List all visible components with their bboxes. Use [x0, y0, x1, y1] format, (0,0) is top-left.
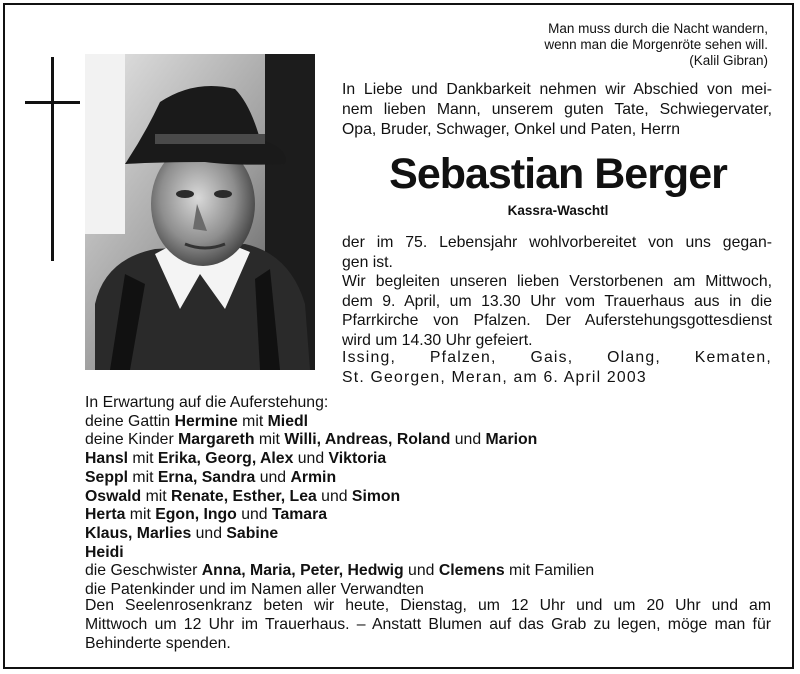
mourner-name: Armin: [290, 468, 337, 486]
mourner-name: Marion: [485, 431, 538, 449]
footer-line: Behinderte spenden.: [85, 635, 231, 652]
intro-line: Opa, Bruder, Schwager, Onkel und Paten, Herrn: [342, 121, 681, 138]
mourner-name: Oswald: [85, 487, 142, 505]
intro-paragraph: [342, 80, 772, 140]
mourner-name: Sabine: [226, 524, 279, 542]
quote-line: wenn man die Morgenröte sehen will.: [544, 37, 768, 52]
footer-line: Mittwoch um 12 Uhr im Trauerhaus. – Anstatt Blumen auf das Grab zu legen, möge man für: [85, 616, 771, 633]
mourner-row: [85, 562, 785, 581]
mourner-name: Anna, Maria, Peter, Hedwig: [201, 562, 404, 580]
mourner-text: und: [316, 487, 352, 505]
details-line: dem 9. April, um 13.30 Uhr vom Trauerhaus aus in die: [342, 292, 772, 310]
quote-line: Man muss durch die Nacht wandern,: [548, 21, 768, 36]
mourner-name: Simon: [351, 487, 401, 505]
mourner-name: Klaus, Marlies: [85, 524, 192, 542]
mourner-row: [85, 413, 785, 432]
details-line: der im 75. Lebensjahr wohlvorbereitet von uns gegan-: [342, 234, 772, 251]
details-line: Pfarrkirche von Pfalzen. Der Auferstehungsgottesdienst: [342, 312, 772, 329]
mourner-text: und: [255, 468, 291, 486]
mourner-name: Seppl: [85, 468, 129, 486]
mourner-row: die Patenkinder und im Namen aller Verwandten: [85, 581, 424, 599]
mourner-name: Herta: [85, 506, 126, 524]
places-line: St. Georgen, Meran, am 6. April 2003: [342, 368, 647, 386]
rosary-notice: [85, 596, 771, 653]
mourners-list: [85, 394, 785, 600]
intro-line: nem lieben Mann, unserem guten Tate, Schwiegervater,: [342, 101, 772, 118]
deceased-name: Sebastian Berger: [389, 150, 727, 198]
mourner-name: Renate, Esther, Lea: [171, 487, 317, 505]
mourner-name: Willi, Andreas, Roland: [284, 431, 451, 449]
cross-vertical-bar: [51, 57, 54, 261]
places-and-date: [342, 348, 772, 387]
mourner-row: [85, 431, 785, 450]
mourner-name: Clemens: [438, 562, 505, 580]
mourner-row: [85, 525, 785, 544]
mourners-heading: In Erwartung auf die Auferstehung:: [85, 394, 329, 411]
mourner-text: die Geschwister: [85, 562, 202, 580]
mourner-row: [85, 488, 785, 507]
mourner-row: [85, 450, 785, 469]
mourner-row: [85, 506, 785, 525]
deceased-nickname: Kassra-Waschtl: [507, 203, 609, 218]
mourner-name: Erika, Georg, Alex: [157, 450, 294, 468]
footer-line: Den Seelenrosenkranz beten wir heute, Dienstag, um 12 Uhr und um 20 Uhr und am: [85, 597, 771, 614]
mourner-text: und: [191, 524, 227, 542]
mourner-name: Hermine: [174, 412, 238, 430]
mourner-text: mit: [237, 412, 268, 430]
mourner-row: [85, 469, 785, 488]
mourner-name: Viktoria: [328, 450, 387, 468]
portrait-photo: [85, 54, 315, 370]
mourner-text: mit: [128, 450, 158, 468]
mourner-name: Heidi: [85, 543, 124, 561]
service-details: [342, 233, 772, 350]
details-line: Wir begleiten unseren lieben Verstorbenen am Mittwoch,: [342, 273, 772, 290]
mourner-name: Hansl: [85, 450, 129, 468]
mourner-text: und: [403, 562, 439, 580]
mourner-name: Tamara: [271, 506, 328, 524]
epigraph-quote: [448, 21, 768, 69]
mourner-text: deine Gattin: [85, 412, 175, 430]
intro-line: In Liebe und Dankbarkeit nehmen wir Abschied von mei-: [342, 81, 772, 98]
mourner-text: mit: [128, 468, 158, 486]
mourner-text: mit: [141, 487, 172, 505]
mourner-text: und: [293, 450, 329, 468]
places-line: Issing, Pfalzen, Gais, Olang, Kematen,: [342, 349, 772, 366]
mourner-text: und: [450, 431, 486, 449]
cross-horizontal-bar: [25, 101, 80, 104]
mourner-text: deine Kinder: [85, 431, 179, 449]
mourner-row: [85, 544, 785, 563]
mourner-text: mit: [254, 431, 285, 449]
details-line: wird um 14.30 Uhr gefeiert.: [342, 331, 533, 349]
mourner-name: Margareth: [178, 431, 255, 449]
mourner-text: mit Familien: [504, 562, 595, 580]
mourner-name: Egon, Ingo: [155, 506, 237, 524]
details-line: gen ist.: [342, 253, 393, 271]
mourner-text: und: [236, 506, 272, 524]
quote-author: (Kalil Gibran): [689, 53, 768, 68]
mourner-name: Erna, Sandra: [157, 468, 256, 486]
mourner-name: Miedl: [267, 412, 309, 430]
mourner-text: mit: [125, 506, 156, 524]
